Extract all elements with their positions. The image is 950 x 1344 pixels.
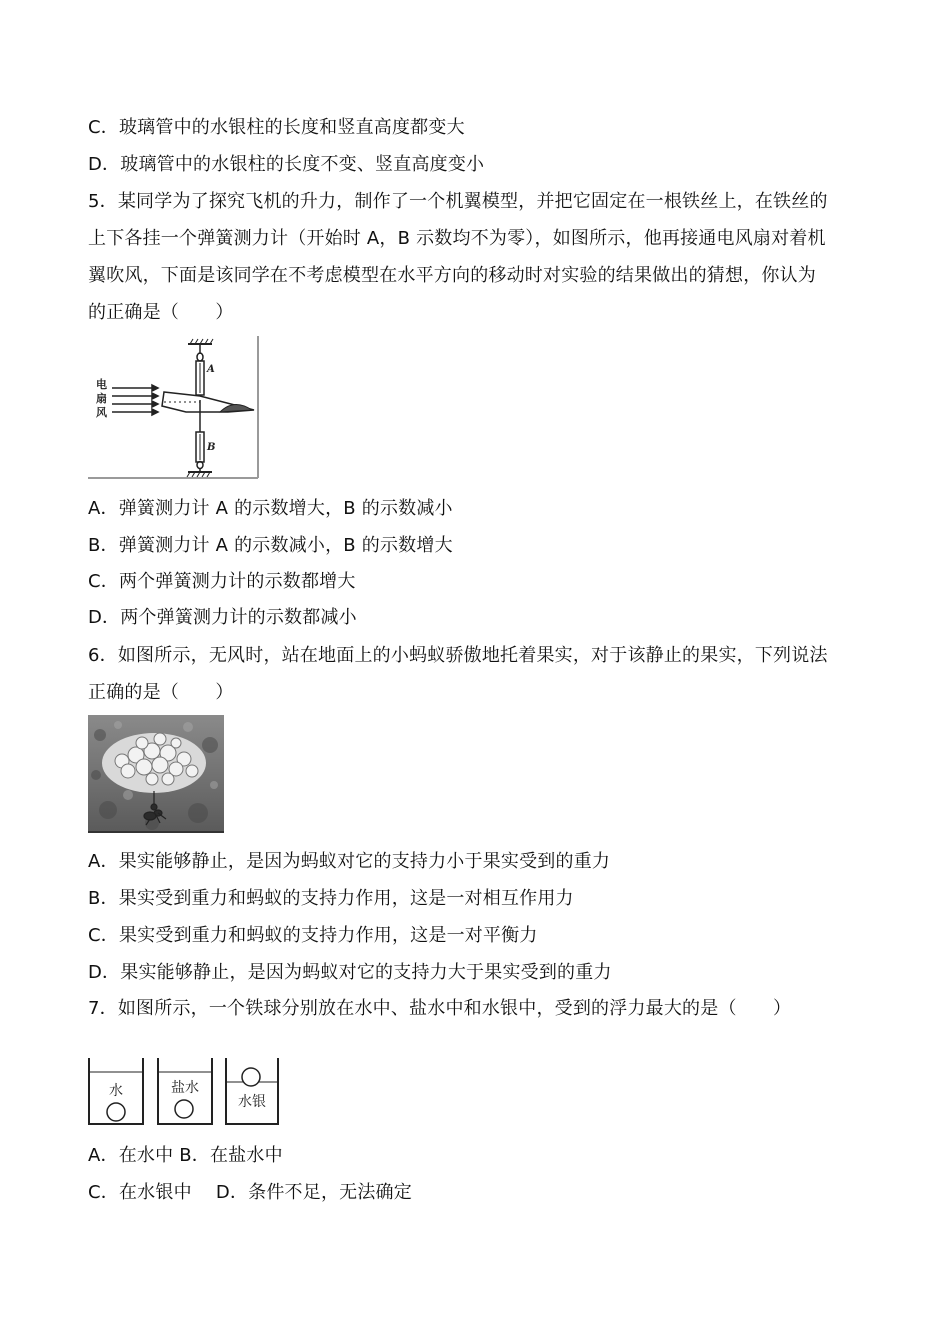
q5-wing-model-figure: [88, 336, 260, 480]
q7-options-line-2: C．在水银中 D．条件不足，无法确定: [88, 1182, 412, 1203]
q5-stem-line-1: 5．某同学为了探究飞机的升力，制作了一个机翼模型，并把它固定在一根铁丝上，在铁丝的: [88, 191, 828, 212]
q6-option-d: D．果实能够静止，是因为蚂蚁对它的支持力大于果实受到的重力: [88, 962, 612, 983]
beaker-salt-water: [158, 1058, 212, 1124]
q5-option-d: D．两个弹簧测力计的示数都减小: [88, 607, 357, 628]
spring-a-label: A: [207, 364, 215, 375]
q6-stem-line-1: 6．如图所示，无风时，站在地面上的小蚂蚁骄傲地托着果实，对于该静止的果实，下列说法: [88, 645, 828, 666]
beaker-mercury: [226, 1058, 278, 1124]
q7-options-line-1: A．在水中 B．在盐水中: [88, 1145, 283, 1166]
fan-label-2: 扇: [96, 392, 107, 405]
q4-option-c: C．玻璃管中的水银柱的长度和竖直高度都变大: [88, 117, 465, 138]
q6-ant-fruit-photo: [88, 715, 224, 833]
q5-stem-line-3: 翼吹风，下面是该同学在不考虑模型在水平方向的移动时对实验的结果做出的猜想，你认为: [88, 265, 816, 286]
q5-stem-line-4: 的正确是（ ）: [88, 302, 234, 323]
q6-option-b: B．果实受到重力和蚂蚁的支持力作用，这是一对相互作用力: [88, 888, 574, 909]
q6-option-a: A．果实能够静止，是因为蚂蚁对它的支持力小于果实受到的重力: [88, 851, 611, 872]
q6-option-c: C．果实受到重力和蚂蚁的支持力作用，这是一对平衡力: [88, 925, 538, 946]
fan-label-1: 电: [96, 378, 107, 391]
fan-label-3: 风: [96, 406, 107, 419]
beaker-label-mercury: 水银: [238, 1094, 266, 1110]
q5-option-c: C．两个弹簧测力计的示数都增大: [88, 571, 356, 592]
q5-option-a: A．弹簧测力计 A 的示数增大，B 的示数减小: [88, 498, 453, 519]
q5-option-b: B．弹簧测力计 A 的示数减小，B 的示数增大: [88, 535, 453, 556]
q7-beakers-figure: [88, 1058, 284, 1128]
beaker-label-water: 水: [109, 1083, 123, 1099]
q5-stem-line-2: 上下各挂一个弹簧测力计（开始时 A，B 示数均不为零），如图所示，他再接通电风扇对着机: [88, 228, 826, 249]
q7-stem: 7．如图所示，一个铁球分别放在水中、盐水中和水银中，受到的浮力最大的是（ ）: [88, 998, 792, 1019]
q4-option-d: D．玻璃管中的水银柱的长度不变、竖直高度变小: [88, 154, 485, 175]
spring-b-label: B: [207, 442, 216, 453]
beaker-water: [89, 1058, 143, 1124]
q6-stem-line-2: 正确的是（ ）: [88, 682, 234, 703]
beaker-label-salt-water: 盐水: [171, 1080, 199, 1096]
